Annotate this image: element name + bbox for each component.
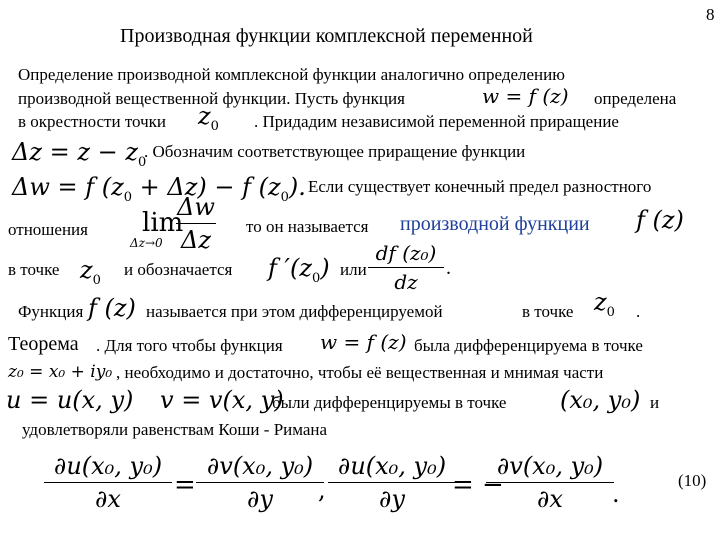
definition-line-2: производной вещественной функции. Пусть функция	[18, 89, 405, 108]
theorem-text-1: . Для того чтобы функция	[96, 336, 283, 355]
derivative-term-highlight: производной функции	[400, 213, 590, 235]
formula-u: u = u(x, y)	[6, 386, 134, 414]
ratio-text: отношения	[8, 220, 88, 239]
derivative-called-text: то он называется	[246, 217, 369, 236]
cr-equals-minus: = −	[452, 470, 504, 500]
formula-df-dz: df (z₀) dz	[368, 241, 444, 294]
cr-dv-dy: ∂v(x₀, y₀) ∂y	[196, 452, 324, 513]
formula-z0-2: $z_0$	[594, 288, 615, 320]
formula-v: v = v(x, y)	[160, 386, 284, 414]
definition-line-3: в окрестности точки	[18, 112, 166, 131]
denoted-text: и обозначается	[124, 260, 233, 279]
or-text: или	[340, 260, 367, 279]
function-text: Функция	[18, 302, 84, 321]
formula-z0-point: $z_0$	[80, 256, 101, 288]
formula-z0-decomposition: z₀ = x₀ + iy₀	[8, 362, 113, 382]
page-title: Производная функции комплексной переменной	[120, 25, 533, 47]
equation-number: (10)	[678, 471, 707, 490]
formula-f-prime: f $'(z_0)$	[268, 254, 330, 286]
formula-z0: $z_0$	[198, 102, 219, 134]
theorem-label: Теорема	[8, 333, 79, 355]
formula-f-z: f (z)	[636, 206, 684, 234]
theorem-text-2: была дифференцируема в точке	[414, 336, 643, 355]
definition-line-2-end: определена	[594, 89, 677, 108]
theorem-text-4: были дифференцируемы в точке	[272, 393, 507, 412]
definition-line-1: Определение производной комплексной функции аналогично определению	[18, 65, 565, 84]
formula-w-f-z: w = f (z)	[482, 84, 569, 108]
theorem-text-6: удовлетворяли равенствам Коши - Римана	[22, 420, 328, 439]
at-point-text-2: в точке	[522, 302, 574, 321]
formula-w-f-z-2: w = f (z)	[320, 330, 407, 354]
formula-point: (x₀, y₀)	[560, 386, 641, 414]
cr-equals-1: =	[174, 470, 196, 500]
differentiable-text: называется при этом дифференцируемой	[146, 302, 443, 321]
df-dz-dot: .	[446, 257, 451, 279]
formula-delta-w: Δw = f $(z_0 + \Delta z) - f$ $(z_0)$.	[12, 173, 306, 205]
theorem-text-3: , необходимо и достаточно, чтобы её вещественная и мнимая части	[116, 363, 604, 382]
formula-f-z-2: f (z)	[88, 294, 136, 322]
page-number: 8	[706, 5, 715, 24]
increment-text: . Обозначим соответствующее приращение функции	[144, 142, 526, 161]
cr-end-dot: .	[612, 480, 620, 508]
limit-condition-text: Если существует конечный предел разностного	[308, 177, 652, 196]
definition-line-3-end: . Придадим независимой переменной приращение	[254, 112, 619, 131]
theorem-text-5: и	[650, 393, 660, 412]
cr-du-dx: ∂u(x₀, y₀) ∂x	[44, 452, 172, 513]
difference-quotient: Δw Δz	[177, 193, 215, 254]
cr-du-dy: ∂u(x₀, y₀) ∂y	[328, 452, 456, 513]
lim-subscript: Δz→0	[130, 236, 163, 250]
cr-comma: ,	[318, 476, 326, 504]
formula-delta-z: $\Delta z = z - z_0$	[12, 138, 147, 170]
at-point-text: в точке	[8, 260, 60, 279]
sentence-dot: .	[636, 302, 641, 321]
lim-symbol: lim	[142, 208, 184, 238]
cr-dv-dx: ∂v(x₀, y₀) ∂x	[486, 452, 614, 513]
